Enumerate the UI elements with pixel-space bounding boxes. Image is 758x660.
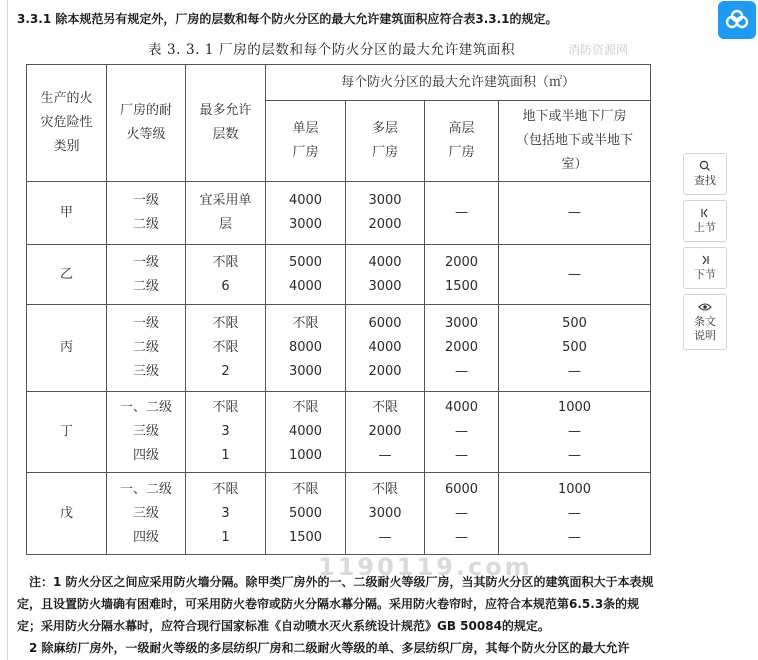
note-2: 2 除麻纺厂房外，一级耐火等级的多层纺织厂房和二级耐火等级的单、多层纺织厂房，其每个防火分区的最大允许 <box>29 641 630 655</box>
header-max-floors: 最多允许 层数 <box>186 65 266 182</box>
prev-section-label: 上节 <box>694 221 716 234</box>
clause-intro: 3.3.1 除本规范另有规定外，厂房的层数和每个防火分区的最大允许建筑面积应符合表3.3.1的规定。 <box>17 12 558 26</box>
watermark-small: 消防资源网 <box>568 43 629 57</box>
table-row <box>27 473 651 555</box>
fire-compartment-table <box>26 64 651 555</box>
cell-high: 3000 2000 — <box>425 305 499 392</box>
search-label: 查找 <box>694 174 716 187</box>
cloud-icon <box>724 9 750 31</box>
cell-floors: 不限 3 1 <box>186 392 266 473</box>
header-high-rise: 高层 厂房 <box>425 101 499 182</box>
cell-single: 不限 4000 1000 <box>266 392 346 473</box>
cell-floors: 不限 3 1 <box>186 473 266 555</box>
header-multi-storey: 多层 厂房 <box>346 101 425 182</box>
next-section-icon <box>684 254 726 268</box>
header-hazard-class: 生产的火 灾危险性 类别 <box>27 65 107 182</box>
table-row <box>27 182 651 245</box>
cell-floors: 不限 不限 2 <box>186 305 266 392</box>
header-area-group: 每个防火分区的最大允许建筑面积（㎡） <box>266 65 651 101</box>
cell-high: 6000 — — <box>425 473 499 555</box>
cell-resistance: 一级 二级 <box>107 245 186 305</box>
search-icon <box>684 160 726 174</box>
cell-multi: 3000 2000 <box>346 182 425 245</box>
cell-underground: 1000 — — <box>499 473 651 555</box>
table-row <box>27 245 651 305</box>
next-section-button[interactable] <box>683 247 727 289</box>
cell-hazard: 丁 <box>27 392 107 473</box>
header-fire-resistance: 厂房的耐 火等级 <box>107 65 186 182</box>
prev-section-icon <box>684 207 726 221</box>
cloud-button[interactable] <box>718 1 756 39</box>
next-section-label: 下节 <box>694 268 716 281</box>
cell-floors: 不限 6 <box>186 245 266 305</box>
table-row <box>27 392 651 473</box>
cell-single: 4000 3000 <box>266 182 346 245</box>
cell-multi: 不限 2000 — <box>346 392 425 473</box>
page-left-border <box>7 0 8 660</box>
search-button[interactable] <box>683 153 727 195</box>
cell-hazard: 丙 <box>27 305 107 392</box>
cell-hazard: 戊 <box>27 473 107 555</box>
cell-underground: — <box>499 245 651 305</box>
cell-underground: — <box>499 182 651 245</box>
cell-single: 不限 8000 3000 <box>266 305 346 392</box>
table-row <box>27 305 651 392</box>
cell-high: — <box>425 182 499 245</box>
note-1: 注：1 防火分区之间应采用防火墙分隔。除甲类厂房外的一、二级耐火等级厂房，当其防火分区的建筑面积大于本表规定，且设置防火墙确有困难时，可采用防火卷帘或防火分隔水幕分隔。采用防火卷帘时，应符合本规范第6.5.3条的规定；采用防火分隔水幕时，应符合现行国家标准《自动喷水灭火系统设计规范》GB 50084的规定。 <box>17 575 654 633</box>
header-underground: 地下或半地下厂房 （包括地下或半地下 室） <box>499 101 651 182</box>
explanation-label: 条文 说明 <box>694 315 716 342</box>
side-toolbar <box>683 153 727 355</box>
explanation-button[interactable] <box>683 294 727 350</box>
cell-multi: 不限 3000 — <box>346 473 425 555</box>
cell-floors: 宜采用单 层 <box>186 182 266 245</box>
cell-multi: 4000 3000 <box>346 245 425 305</box>
cell-resistance: 一级 二级 三级 <box>107 305 186 392</box>
cell-hazard: 乙 <box>27 245 107 305</box>
table-caption: 表 3. 3. 1 厂房的层数和每个防火分区的最大允许建筑面积 <box>148 42 516 58</box>
cell-underground: 1000 — — <box>499 392 651 473</box>
cell-high: 4000 — — <box>425 392 499 473</box>
cell-resistance: 一、二级 三级 四级 <box>107 392 186 473</box>
cell-single: 不限 5000 1500 <box>266 473 346 555</box>
prev-section-button[interactable] <box>683 200 727 242</box>
cell-resistance: 一、二级 三级 四级 <box>107 473 186 555</box>
header-single-storey: 单层 厂房 <box>266 101 346 182</box>
cell-multi: 6000 4000 2000 <box>346 305 425 392</box>
cell-underground: 500 500 — <box>499 305 651 392</box>
cell-hazard: 甲 <box>27 182 107 245</box>
cell-resistance: 一级 二级 <box>107 182 186 245</box>
watermark-site: 1190119.com <box>318 553 533 581</box>
cell-single: 5000 4000 <box>266 245 346 305</box>
table-notes <box>17 571 661 659</box>
eye-icon <box>684 301 726 315</box>
cell-high: 2000 1500 <box>425 245 499 305</box>
